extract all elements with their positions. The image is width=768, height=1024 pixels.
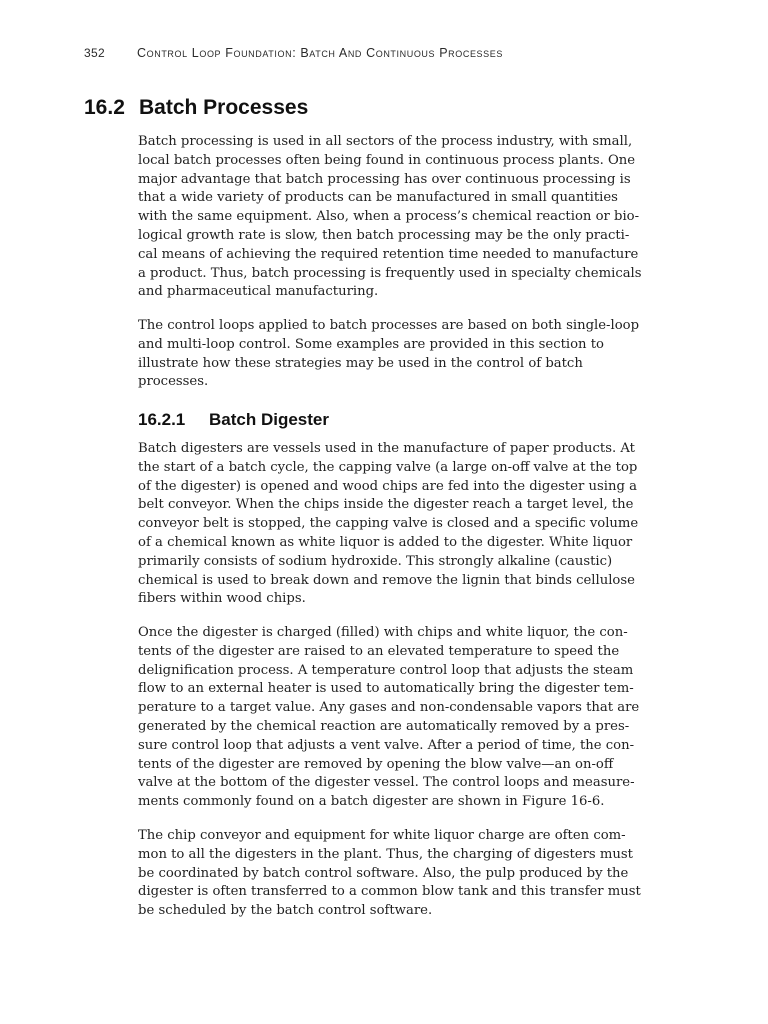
paragraph-line: tents of the digester are raised to an elevated temperature to speed the [138, 643, 620, 659]
paragraph-line: of the digester) is opened and wood chips are fed into the digester using a [138, 478, 637, 494]
paragraph-digester-charging [138, 624, 690, 812]
paragraph-line: fibers within wood chips. [138, 591, 306, 607]
paragraph-line: tents of the digester are removed by opening the blow valve—an on-off [138, 756, 614, 772]
paragraph-line: generated by the chemical reaction are automatically removed by a pres- [138, 718, 630, 734]
paragraph-line: and multi-loop control. Some examples are provided in this section to [138, 336, 604, 352]
paragraph-line: belt conveyor. When the chips inside the digester reach a target level, the [138, 497, 634, 513]
paragraph-line: flow to an external heater is used to automatically bring the digester tem- [138, 681, 634, 697]
paragraph-batch-processing-intro [138, 133, 690, 302]
paragraph-line: cal means of achieving the required retention time needed to manufacture [138, 246, 639, 262]
paragraph-line: be coordinated by batch control software. Also, the pulp produced by the [138, 865, 629, 881]
paragraph-line: illustrate how these strategies may be used in the control of batch [138, 355, 583, 371]
paragraph-line: Once the digester is charged (filled) with chips and white liquor, the con- [138, 625, 628, 640]
paragraph-line: delignification process. A temperature control loop that adjusts the steam [138, 662, 634, 678]
paragraph-line: mon to all the digesters in the plant. Thus, the charging of digesters must [138, 846, 633, 862]
paragraph-line: with the same equipment. Also, when a process’s chemical reaction or bio- [138, 209, 640, 225]
paragraph-line: The chip conveyor and equipment for white liquor charge are often com- [138, 828, 626, 843]
paragraph-line: major advantage that batch processing has over continuous processing is [138, 171, 631, 187]
paragraph-line: a product. Thus, batch processing is frequently used in specialty chemicals [138, 265, 642, 281]
page-number: 352 [84, 46, 105, 60]
subsection-title: Batch Digester [209, 410, 329, 429]
paragraph-line: of a chemical known as white liquor is added to the digester. White liquor [138, 534, 633, 550]
paragraph-line: Batch processing is used in all sectors of the process industry, with small, [138, 134, 633, 149]
section-title: Batch Processes [139, 96, 309, 119]
chapter-title: Control Loop Foundation: Batch And Continuous Processes [137, 46, 503, 60]
paragraph-line: perature to a target value. Any gases and non-condensable vapors that are [138, 700, 640, 716]
subsection-number: 16.2.1 [138, 410, 186, 429]
paragraph-line: Batch digesters are vessels used in the manufacture of paper products. At [138, 441, 635, 456]
paragraph-line: sure control loop that adjusts a vent valve. After a period of time, the con- [138, 737, 635, 753]
paragraph-line: conveyor belt is stopped, the capping valve is closed and a specific volume [138, 516, 639, 532]
paragraph-line: ments commonly found on a batch digester are shown in Figure 16-6. [138, 794, 605, 810]
paragraph-line: logical growth rate is slow, then batch processing may be the only practi- [138, 227, 630, 243]
paragraph-control-loops [138, 317, 690, 392]
paragraph-line: be scheduled by the batch control software. [138, 903, 433, 919]
paragraph-line: valve at the bottom of the digester vessel. The control loops and measure- [138, 775, 635, 791]
paragraph-chip-conveyor [138, 827, 690, 921]
paragraph-line: primarily consists of sodium hydroxide. This strongly alkaline (caustic) [138, 553, 613, 569]
paragraph-line: local batch processes often being found in continuous process plants. One [138, 152, 636, 168]
paragraph-line: processes. [138, 374, 209, 390]
paragraph-line: digester is often transferred to a common blow tank and this transfer must [138, 884, 641, 900]
paragraph-line: that a wide variety of products can be manufactured in small quantities [138, 190, 618, 206]
section-heading [84, 96, 308, 120]
paragraph-line: chemical is used to break down and remove the lignin that binds cellulose [138, 572, 635, 588]
paragraph-line: and pharmaceutical manufacturing. [138, 284, 379, 300]
section-number: 16.2 [84, 96, 125, 119]
paragraph-line: the start of a batch cycle, the capping valve (a large on-off valve at the top [138, 459, 638, 475]
running-header [84, 46, 728, 64]
paragraph-batch-digester-intro [138, 440, 690, 609]
paragraph-line: The control loops applied to batch processes are based on both single-loop [138, 318, 640, 333]
subsection-heading [138, 410, 329, 430]
